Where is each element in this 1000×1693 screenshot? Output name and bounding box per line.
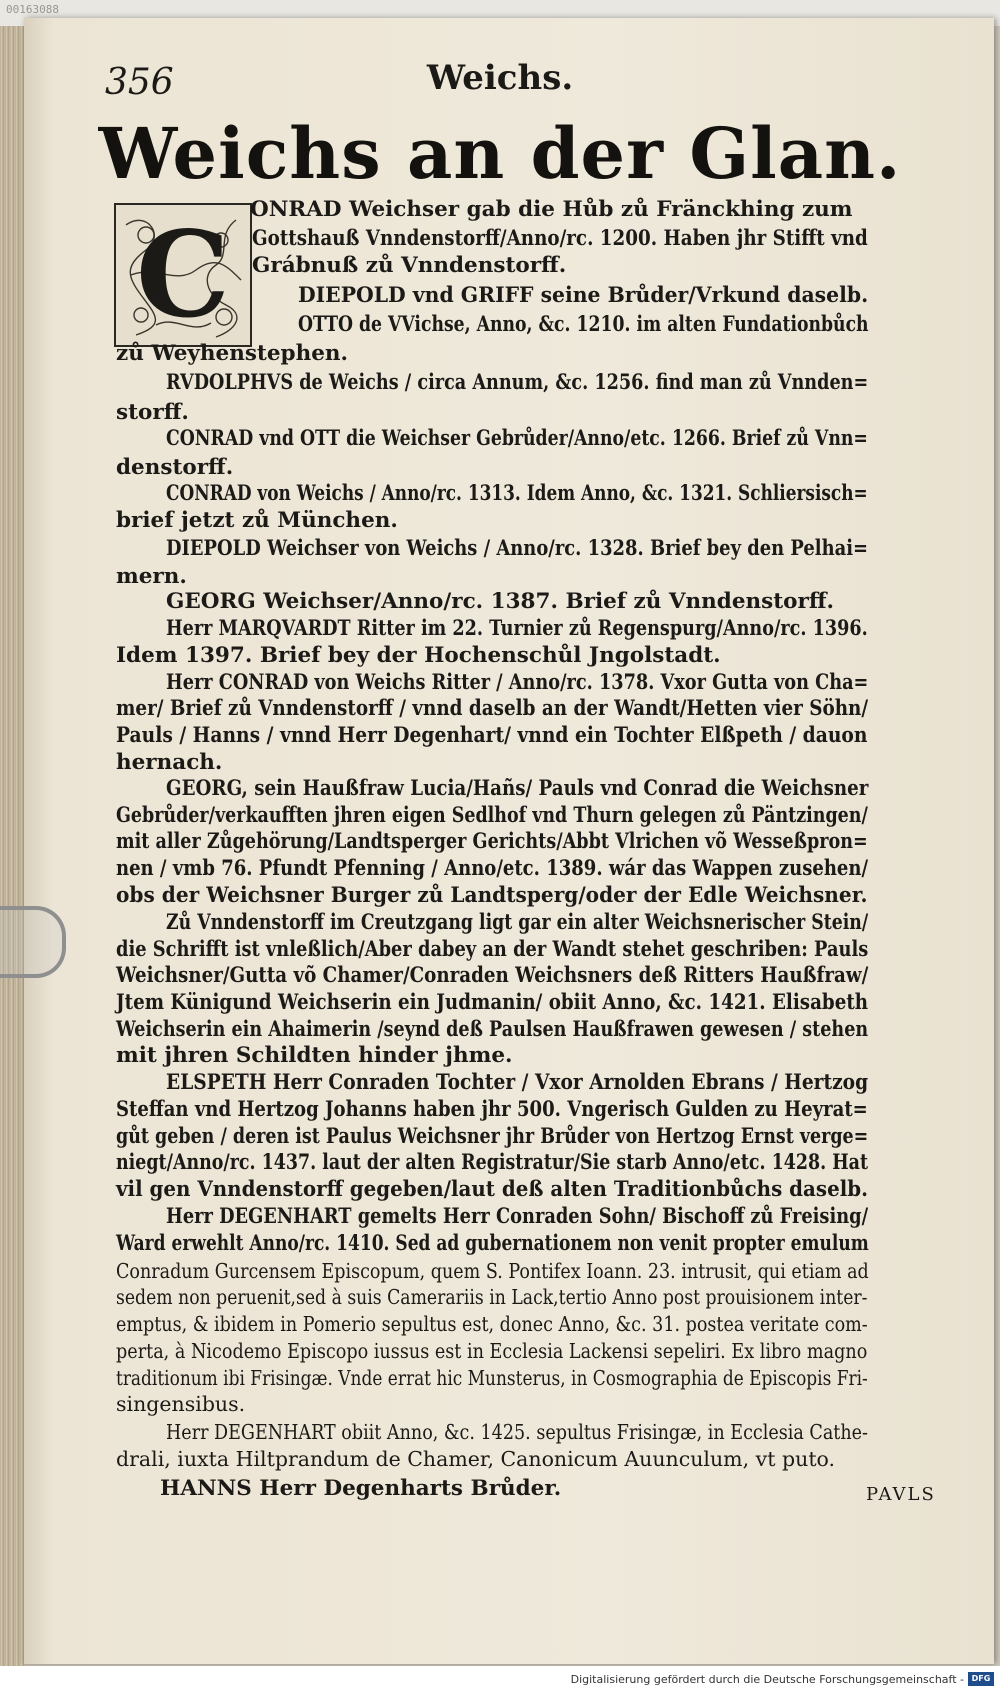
text-line: traditionum ibi Frisingæ. Vnde errat hic Munsterus, in Cosmographia de Episcopis Fri- xyxy=(116,1366,868,1390)
text-line: mer/ Brief zů Vnndenstorff / vnnd daselb an der Wandt/Hetten vier Söhn/ xyxy=(116,696,869,721)
text-line: hernach. xyxy=(116,750,223,775)
text-line: CONRAD vnd OTT die Weichser Gebrůder/Anno/etc. 1266. Brief zů Vnn= xyxy=(166,426,868,451)
text-line: Idem 1397. Brief bey der Hochenschůl Jngolstadt. xyxy=(116,643,721,668)
text-line: Herr MARQVARDT Ritter im 22. Turnier zů Regenspurg/Anno/rc. 1396. xyxy=(166,616,868,641)
text-line: sedem non peruenit,sed à suis Camerariis in Lack,tertio Anno post prouisionem inter- xyxy=(116,1285,868,1309)
footer-bar xyxy=(0,1666,1000,1693)
text-line: Gottshauß Vnndenstorff/Anno/rc. 1200. Haben jhr Stifft vnd xyxy=(252,226,868,251)
text-line: Herr DEGENHART gemelts Herr Conraden Sohn/ Bischoff zů Freising/ xyxy=(166,1204,869,1229)
dfg-logo: DFG xyxy=(968,1672,994,1686)
text-line: mit aller Zůgehörung/Landtsperger Gerichts/Abbt Vlrichen võ Wesseßpron= xyxy=(116,829,868,854)
page-number: 356 xyxy=(105,62,174,103)
initial-letter: C xyxy=(136,205,230,344)
text-line: Weichserin ein Ahaimerin /seynd deß Paulsen Haußfrawen gewesen / stehen xyxy=(116,1017,869,1042)
catchword: PAVLS xyxy=(866,1484,936,1505)
text-line: vil gen Vnndenstorff gegeben/laut deß alten Traditionbůchs daselb. xyxy=(116,1177,869,1202)
text-line: DIEPOLD Weichser von Weichs / Anno/rc. 1328. Brief bey den Pelhai= xyxy=(166,536,869,561)
text-line: HANNS Herr Degenharts Brůder. xyxy=(160,1476,562,1501)
text-line: emptus, & ibidem in Pomerio sepultus est, donec Anno, &c. 31. postea veritate com- xyxy=(116,1312,868,1336)
text-line: niegt/Anno/rc. 1437. laut der alten Registratur/Sie starb Anno/etc. 1428. Hat xyxy=(116,1150,868,1175)
text-line: Grábnuß zů Vnndenstorff. xyxy=(252,253,567,278)
text-line: Jtem Künigund Weichserin ein Judmanin/ obiit Anno, &c. 1421. Elisabeth xyxy=(116,990,869,1015)
text-line: Zů Vnndenstorff im Creutzgang ligt gar ein alter Weichsnerischer Stein/ xyxy=(166,910,869,935)
funding-credit: Digitalisierung gefördert durch die Deutsche Forschungsgemeinschaft - xyxy=(570,1673,964,1686)
text-line: obs der Weichsner Burger zů Landtsperg/oder der Edle Weichsner. xyxy=(116,883,868,908)
text-line: Weichsner/Gutta võ Chamer/Conraden Weichsners deß Ritters Haußfraw/ xyxy=(116,963,869,988)
text-line: Pauls / Hanns / vnnd Herr Degenhart/ vnnd ein Tochter Elßpeth / dauon xyxy=(116,723,868,748)
text-line: mit jhren Schildten hinder jhme. xyxy=(116,1043,513,1068)
text-line: gůt geben / deren ist Paulus Weichsner jhr Brůder von Hertzog Ernst verge= xyxy=(116,1124,869,1149)
text-line: CONRAD von Weichs / Anno/rc. 1313. Idem Anno, &c. 1321. Schliersisch= xyxy=(166,481,868,506)
text-line: brief jetzt zů München. xyxy=(116,508,398,533)
text-line: drali, iuxta Hiltprandum de Chamer, Canonicum Auunculum, vt puto. xyxy=(116,1447,836,1471)
text-line: perta, à Nicodemo Episcopo iussus est in Ecclesia Lackensi sepeliri. Ex libro magno xyxy=(116,1339,868,1363)
text-line: RVDOLPHVS de Weichs / circa Annum, &c. 1256. find man zů Vnnden= xyxy=(166,370,869,395)
text-line: zů Weyhenstephen. xyxy=(116,341,349,366)
text-line: OTTO de VVichse, Anno, &c. 1210. im alten Fundationbůch xyxy=(298,312,869,337)
text-line: singensibus. xyxy=(116,1392,246,1416)
text-line: Ward erwehlt Anno/rc. 1410. Sed ad gubernationem non venit propter emulum xyxy=(116,1231,869,1256)
text-line: GEORG Weichser/Anno/rc. 1387. Brief zů Vnndenstorff. xyxy=(166,589,834,614)
text-line: ELSPETH Herr Conraden Tochter / Vxor Arnolden Ebrans / Hertzog xyxy=(166,1070,869,1095)
text-line: Steffan vnd Hertzog Johanns haben jhr 500. Vngerisch Gulden zu Heyrat= xyxy=(116,1097,868,1122)
text-line: storff. xyxy=(116,400,189,425)
text-line: DIEPOLD vnd GRIFF seine Brůder/Vrkund daselb. xyxy=(298,283,869,308)
text-line: mern. xyxy=(116,564,187,589)
text-line: ONRAD Weichser gab die Hůb zů Fränckhing zum xyxy=(250,197,853,222)
text-line: Herr DEGENHART obiit Anno, &c. 1425. sepultus Frisingæ, in Ecclesia Cathe- xyxy=(166,1420,868,1444)
text-line: denstorff. xyxy=(116,455,234,480)
running-head: Weichs. xyxy=(426,58,574,98)
scan-id: 00163088 xyxy=(6,3,59,16)
text-line: die Schrifft ist vnleßlich/Aber dabey an der Wandt stehet geschriben: Pauls xyxy=(116,937,869,962)
text-line: Conradum Gurcensem Episcopum, quem S. Pontifex Ioann. 23. intrusit, qui etiam ad xyxy=(116,1259,869,1283)
text-line: GEORG, sein Haußfraw Lucia/Hañs/ Pauls vnd Conrad die Weichsner xyxy=(166,776,869,801)
page-title: Weichs an der Glan. xyxy=(98,112,902,195)
text-line: Gebrůder/verkaufften jhren eigen Sedlhof vnd Thurn gelegen zů Päntzingen/ xyxy=(116,803,868,828)
text-line: Herr CONRAD von Weichs Ritter / Anno/rc. 1378. Vxor Gutta von Cha= xyxy=(166,670,869,695)
text-line: nen / vmb 76. Pfundt Pfenning / Anno/etc. 1389. wár das Wappen zusehen/ xyxy=(116,856,869,881)
